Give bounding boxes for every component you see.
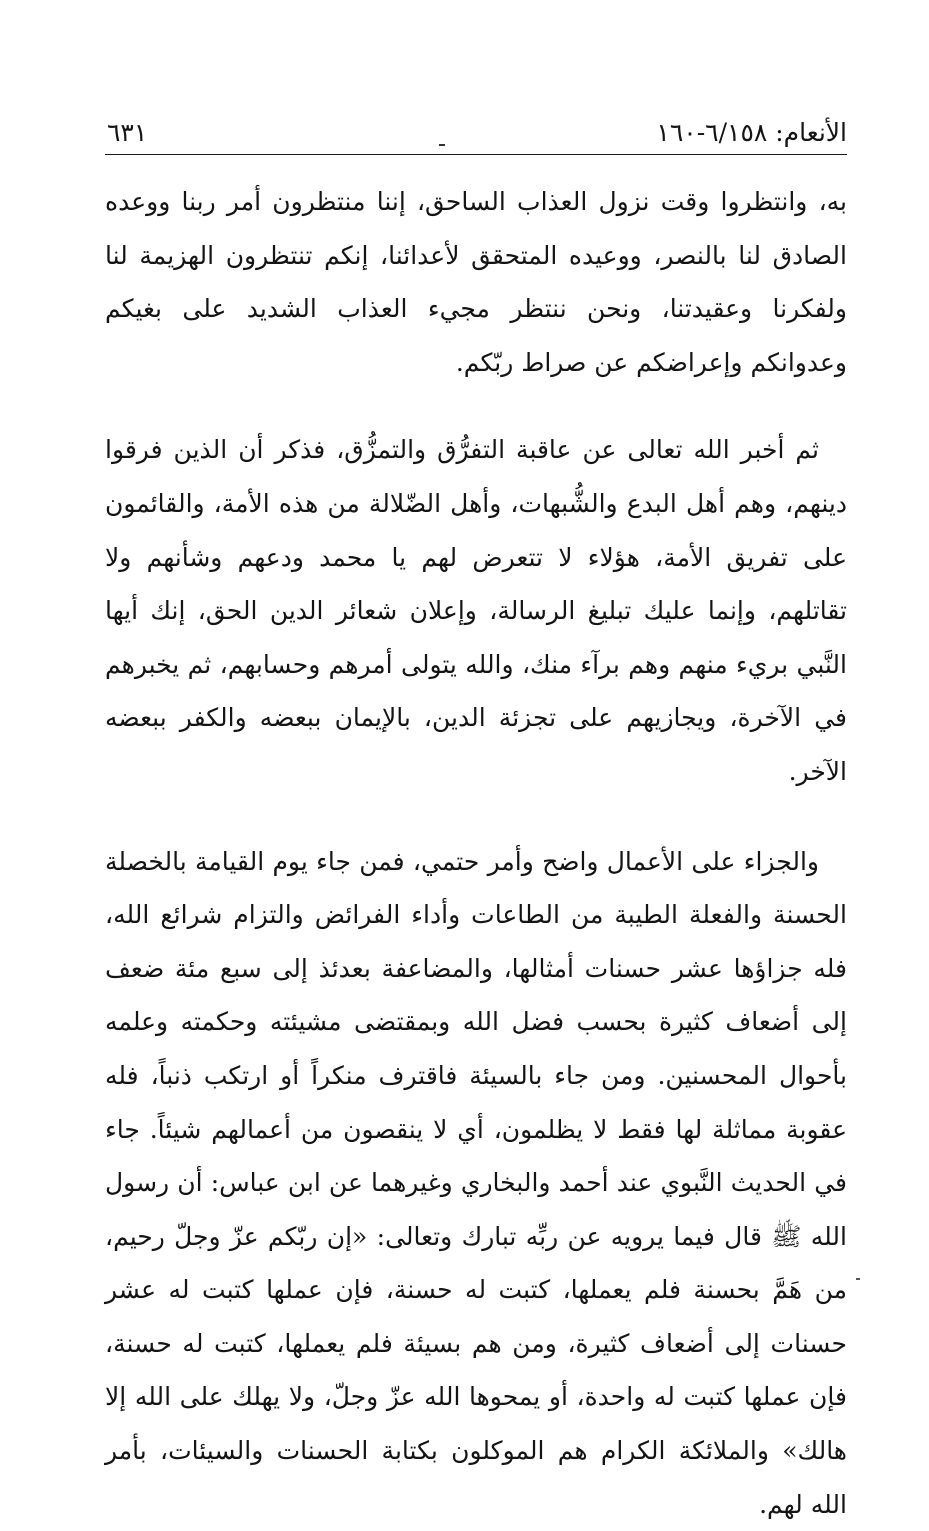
paragraph-2: ثم أخبر الله تعالى عن عاقبة التفرُّق والتمزُّق، فذكر أن الذين فرقوا دينهم، وهم أهل البدع والشُّبهات، وأهل الضّلالة من هذه الأمة، والقائمون على تفريق الأمة، هؤلاء لا تتعرض لهم يا محمد ودعهم وشأنهم ولا تقاتلهم، وإنما عليك تبليغ الرسالة، وإعلان شعائر الدين الحق، إنك أيها النَّبي بريء منهم وهم برآء منك، والله يتولى أمرهم وحسابهم، ثم يخبرهم في الآخرة، ويجازيهم على تجزئة الدين، بالإيمان ببعضه والكفر ببعضه الآخر.: [105, 435, 847, 786]
header-mark: [439, 144, 445, 146]
running-title: الأنعام: ٦/١٥٨-١٦٠: [656, 118, 847, 147]
paragraph-3: والجزاء على الأعمال واضح وأمر حتمي، فمن جاء يوم القيامة بالخصلة الحسنة والفعلة الطيبة من الطاعات وأداء الفرائض والتزام شرائع الله، فله جزاؤها عشر حسنات أمثالها، والمضاعفة بعدئذ إلى سبع مئة ضعف إلى أضعاف كثيرة بحسب فضل الله وبمقتضى مشيئته وحكمته وعلمه بأحوال المحسنين. ومن جاء بالسيئة فاقترف منكراً أو ارتكب ذنباً، فله عقوبة مماثلة لها فقط لا يظلمون، أي لا ينقصون من أعمالهم شيئاً. جاء في الحديث النَّبوي عند أحمد والبخاري وغيرهما عن ابن عباس: أن رسول الله ﷺ قال فيما يرويه عن ربِّه تبارك وتعالى: «إن ربّكم عزّ وجلّ رحيم، من هَمَّ بحسنة فلم يعملها، كتبت له حسنة، فإن عملها كتبت له عشر حسنات إلى أضعاف كثيرة، ومن هم بسيئة فلم يعملها، كتبت له حسنة، فإن عملها كتبت له واحدة، أو يمحوها الله عزّ وجلّ، ولا يهلك على الله إلا هالك» والملائكة الكرام هم الموكلون بكتابة الحسنات والسيئات، بأمر الله لهم.: [105, 846, 848, 1519]
scan-speck: [856, 1278, 860, 1280]
page-header: [105, 118, 847, 155]
paragraph-1: به، وانتظروا وقت نزول العذاب الساحق، إننا منتظرون أمر ربنا ووعده الصادق لنا بالنصر، ووعيده المتحقق لأعدائنا، إنكم تنتظرون الهزيمة لنا ولفكرنا وعقيدتنا، ونحن ننتظر مجيء العذاب الشديد على بغيكم وعدوانكم وإعراضكم عن صراط ربّكم.: [105, 187, 847, 377]
book-page: [105, 118, 847, 1531]
page-number: ٦٣١: [107, 118, 148, 147]
